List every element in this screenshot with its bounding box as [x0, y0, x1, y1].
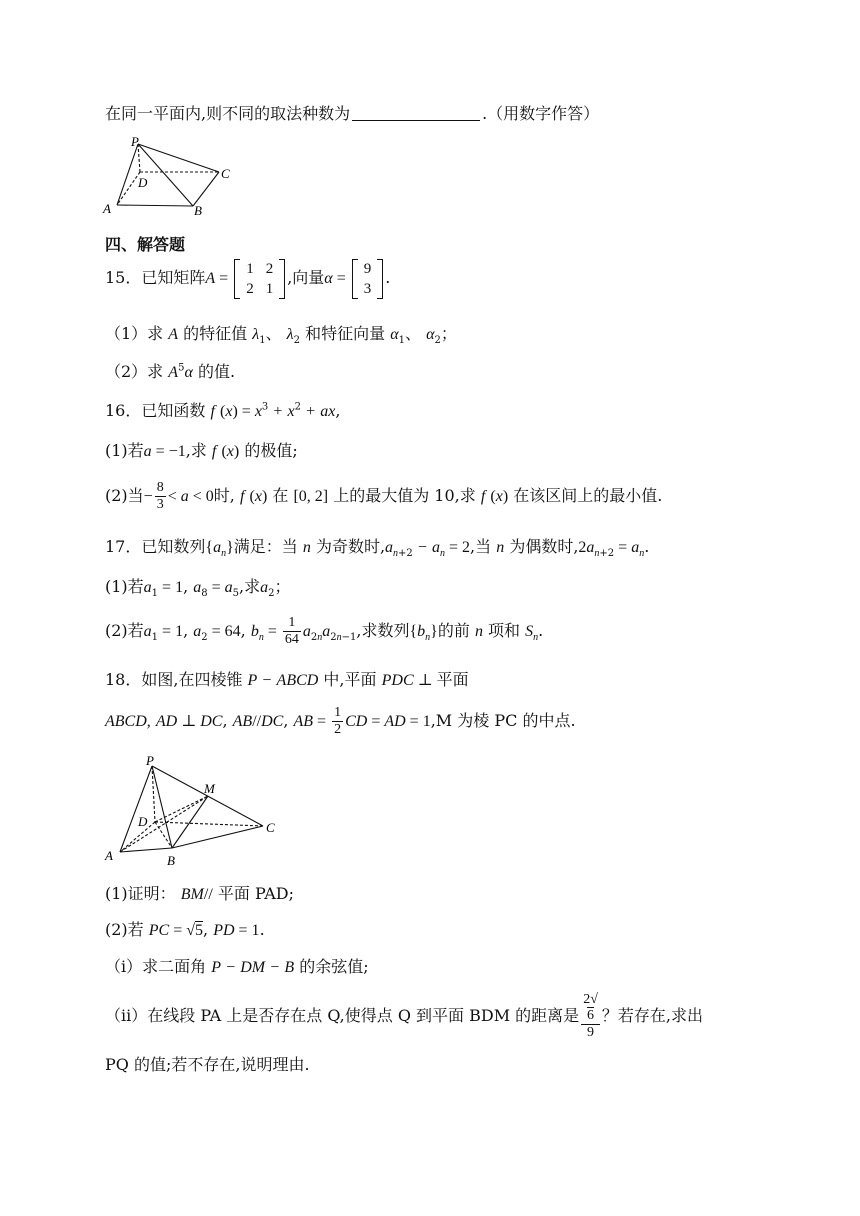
pyramid-figure-1 [100, 135, 240, 220]
fig2-label-C: C [266, 820, 275, 835]
q18-stem: 18．如图,在四棱锥 P − ABCD 中,平面 PDC ⊥ 平面 [105, 670, 469, 689]
fig2-label-M: M [204, 781, 215, 796]
q16-part2: (2)当− $\frac{8}{3}$ < a < 0时, f (x) 在 [0, 2] 上的最大值为 10,求 f (x) 在该区间上的最小值. [105, 480, 663, 512]
matrix-A: 1 2 2 1 [234, 259, 285, 299]
q18-part2-i: （i）求二面角 P − DM − B 的余弦值; [105, 957, 369, 976]
q18-part2: (2)若 PC = √5, PD = 1. [105, 920, 265, 939]
fig2-label-D: D [138, 814, 148, 829]
section-title: 四、解答题 [105, 235, 186, 254]
q17-part1: (1)若$a_1 = 1$, $a_8 = a_5$,求$a_2$； [105, 577, 291, 600]
q15-part1: （1）求 A 的特征值 $\lambda_1$、 $\lambda_2$ 和特征向量 $\alpha_1$、 $\alpha_2$； [105, 324, 457, 347]
q18-part2-ii-cont: PQ 的值;若不存在,说明理由. [105, 1055, 310, 1074]
vector-alpha: 9 3 [352, 259, 384, 299]
fig2-label-B: B [167, 853, 175, 868]
fig1-label-D: D [138, 175, 148, 190]
answer-blank [352, 106, 480, 121]
q15-stem: 15．已知矩阵A = 1 2 2 1 ,向量α = 9 3 . [105, 260, 391, 297]
fig1-label-B: B [194, 203, 202, 218]
fig1-label-P: P [131, 135, 139, 149]
q15-part2: （2）求 $A^5\alpha$ 的值. [105, 362, 236, 381]
fig1-label-A: A [103, 201, 111, 216]
q18-line2: ABCD, AD ⊥ DC, AB//DC, AB = $\frac{1}{2}$ CD = AD = 1,M 为棱 PC 的中点. [105, 705, 576, 737]
q16-part1: (1)若a = −1,求 f (x) 的极值; [105, 441, 298, 460]
pyramid-figure-2 [100, 752, 285, 872]
q18-part2-ii: （ii）在线段 PA 上是否存在点 Q,使得点 Q 到平面 BDM 的距离是 2√ 6 9 ？若存在,求出 [105, 992, 703, 1040]
fig2-label-P: P [146, 753, 154, 768]
fig1-label-C: C [221, 166, 230, 181]
intro-line: 在同一平面内,则不同的取法种数为 .（用数字作答） [105, 104, 600, 123]
fig2-label-A: A [105, 848, 113, 863]
q18-part1: (1)证明： BM// 平面 PAD; [105, 884, 295, 903]
q17-part2: (2)若$a_1 = 1$, $a_2 = 64$, $b_n$ = $\frac{1}{64}$ $a_{2n}a_{2n-1}$,求数列$\{b_n\}$的前 n 项和 $S_n$. [105, 615, 544, 647]
q17-stem: 17．已知数列$\{a_n\}$满足：当 n 为奇数时$,a_{n+2} - a_n = 2$,当 n 为偶数时$,2a_{n+2} = a_n$. [105, 537, 650, 560]
q16-stem: 16．已知函数 f $(x) = x^3 + x^2$ + ax, [105, 401, 341, 420]
